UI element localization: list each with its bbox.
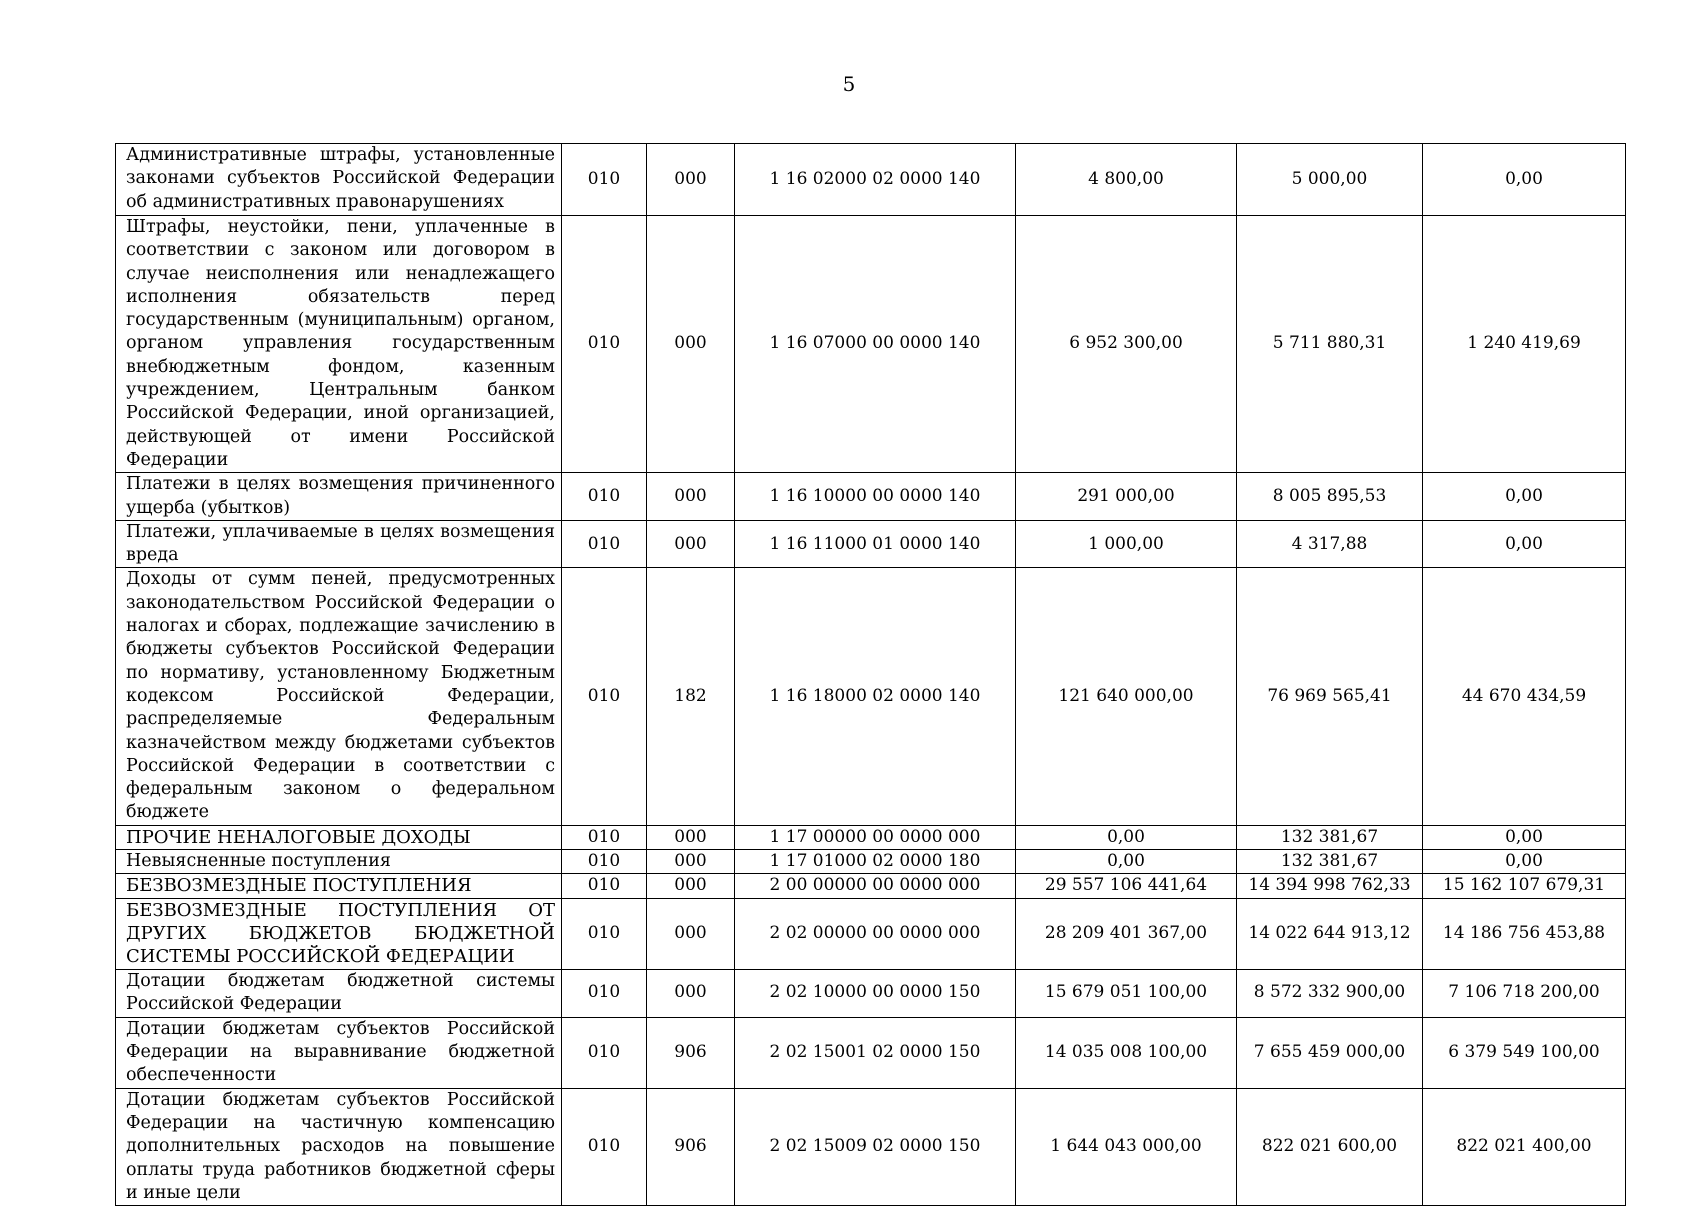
payer-code: 000 (647, 850, 735, 874)
admin-code: 010 (562, 850, 647, 874)
income-name: Платежи в целях возмещения причиненного ущерба (убытков) (116, 473, 562, 521)
actual-amount: 822 021 600,00 (1237, 1088, 1423, 1205)
actual-amount: 5 711 880,31 (1237, 216, 1423, 473)
planned-amount: 29 557 106 441,64 (1016, 874, 1237, 898)
actual-amount: 4 317,88 (1237, 520, 1423, 568)
income-name: БЕЗВОЗМЕЗДНЫЕ ПОСТУПЛЕНИЯ ОТ ДРУГИХ БЮДЖЕТОВ БЮДЖЕТНОЙ СИСТЕМЫ РОССИЙСКОЙ ФЕДЕРАЦИИ (116, 898, 562, 969)
planned-amount: 4 800,00 (1016, 144, 1237, 216)
budget-classification-code: 1 16 07000 00 0000 140 (735, 216, 1016, 473)
budget-classification-code: 1 16 18000 02 0000 140 (735, 568, 1016, 825)
actual-amount: 76 969 565,41 (1237, 568, 1423, 825)
payer-code: 182 (647, 568, 735, 825)
table-row (116, 874, 1626, 898)
remaining-amount: 1 240 419,69 (1423, 216, 1626, 473)
planned-amount: 0,00 (1016, 825, 1237, 849)
admin-code: 010 (562, 473, 647, 521)
remaining-amount: 44 670 434,59 (1423, 568, 1626, 825)
payer-code: 000 (647, 969, 735, 1017)
table-row (116, 568, 1626, 825)
planned-amount: 291 000,00 (1016, 473, 1237, 521)
admin-code: 010 (562, 520, 647, 568)
budget-classification-code: 2 00 00000 00 0000 000 (735, 874, 1016, 898)
table-row (116, 1017, 1626, 1088)
table-row (116, 825, 1626, 849)
remaining-amount: 15 162 107 679,31 (1423, 874, 1626, 898)
admin-code: 010 (562, 825, 647, 849)
planned-amount: 6 952 300,00 (1016, 216, 1237, 473)
payer-code: 000 (647, 874, 735, 898)
actual-amount: 8 005 895,53 (1237, 473, 1423, 521)
actual-amount: 8 572 332 900,00 (1237, 969, 1423, 1017)
actual-amount: 14 022 644 913,12 (1237, 898, 1423, 969)
income-name: Административные штрафы, установленные законами субъектов Российской Федерации об административных правонарушениях (116, 144, 562, 216)
actual-amount: 5 000,00 (1237, 144, 1423, 216)
remaining-amount: 6 379 549 100,00 (1423, 1017, 1626, 1088)
remaining-amount: 0,00 (1423, 473, 1626, 521)
table-row (116, 216, 1626, 473)
admin-code: 010 (562, 969, 647, 1017)
budget-classification-code: 1 16 10000 00 0000 140 (735, 473, 1016, 521)
planned-amount: 0,00 (1016, 850, 1237, 874)
budget-classification-code: 2 02 00000 00 0000 000 (735, 898, 1016, 969)
page-number: 5 (842, 72, 856, 96)
planned-amount: 1 000,00 (1016, 520, 1237, 568)
table-row (116, 898, 1626, 969)
admin-code: 010 (562, 874, 647, 898)
payer-code: 000 (647, 216, 735, 473)
income-name: Дотации бюджетам субъектов Российской Федерации на частичную компенсацию дополнительных расходов на повышение оплаты труда работников бюджетной сферы и иные цели (116, 1088, 562, 1205)
table-row (116, 473, 1626, 521)
actual-amount: 14 394 998 762,33 (1237, 874, 1423, 898)
payer-code: 906 (647, 1088, 735, 1205)
income-name: Доходы от сумм пеней, предусмотренных законодательством Российской Федерации о налогах и сборах, подлежащие зачислению в бюджеты субъектов Российской Федерации по нормативу, установленному Бюджетным кодексом Российской Федерации, распределяемые Федеральным казначейством между бюджетами субъектов Российской Федерации в соответствии с федеральным законом о федеральном бюджете (116, 568, 562, 825)
remaining-amount: 7 106 718 200,00 (1423, 969, 1626, 1017)
income-name: Штрафы, неустойки, пени, уплаченные в соответствии с законом или договором в случае неисполнения или ненадлежащего исполнения обязательств перед государственным (муниципальным) органом, органом управления государственным внебюджетным фондом, казенным учреждением, Центральным банком Российской Федерации, иной организацией, действующей от имени Российской Федерации (116, 216, 562, 473)
income-name: Дотации бюджетам субъектов Российской Федерации на выравнивание бюджетной обеспеченности (116, 1017, 562, 1088)
payer-code: 000 (647, 898, 735, 969)
remaining-amount: 0,00 (1423, 520, 1626, 568)
admin-code: 010 (562, 568, 647, 825)
payer-code: 906 (647, 1017, 735, 1088)
revenue-table (115, 143, 1626, 1206)
income-name: БЕЗВОЗМЕЗДНЫЕ ПОСТУПЛЕНИЯ (116, 874, 562, 898)
table-row (116, 1088, 1626, 1205)
budget-classification-code: 2 02 15001 02 0000 150 (735, 1017, 1016, 1088)
table-row (116, 520, 1626, 568)
admin-code: 010 (562, 1017, 647, 1088)
payer-code: 000 (647, 144, 735, 216)
actual-amount: 132 381,67 (1237, 825, 1423, 849)
budget-classification-code: 1 17 01000 02 0000 180 (735, 850, 1016, 874)
income-name: Платежи, уплачиваемые в целях возмещения вреда (116, 520, 562, 568)
planned-amount: 15 679 051 100,00 (1016, 969, 1237, 1017)
admin-code: 010 (562, 144, 647, 216)
actual-amount: 132 381,67 (1237, 850, 1423, 874)
budget-classification-code: 1 16 11000 01 0000 140 (735, 520, 1016, 568)
remaining-amount: 14 186 756 453,88 (1423, 898, 1626, 969)
payer-code: 000 (647, 520, 735, 568)
planned-amount: 1 644 043 000,00 (1016, 1088, 1237, 1205)
actual-amount: 7 655 459 000,00 (1237, 1017, 1423, 1088)
admin-code: 010 (562, 1088, 647, 1205)
table-row (116, 969, 1626, 1017)
remaining-amount: 0,00 (1423, 850, 1626, 874)
budget-classification-code: 2 02 15009 02 0000 150 (735, 1088, 1016, 1205)
planned-amount: 121 640 000,00 (1016, 568, 1237, 825)
table-row (116, 850, 1626, 874)
payer-code: 000 (647, 825, 735, 849)
planned-amount: 28 209 401 367,00 (1016, 898, 1237, 969)
remaining-amount: 0,00 (1423, 825, 1626, 849)
admin-code: 010 (562, 898, 647, 969)
budget-classification-code: 1 17 00000 00 0000 000 (735, 825, 1016, 849)
budget-classification-code: 2 02 10000 00 0000 150 (735, 969, 1016, 1017)
table-row (116, 144, 1626, 216)
income-name: ПРОЧИЕ НЕНАЛОГОВЫЕ ДОХОДЫ (116, 825, 562, 849)
income-name: Невыясненные поступления (116, 850, 562, 874)
budget-classification-code: 1 16 02000 02 0000 140 (735, 144, 1016, 216)
remaining-amount: 822 021 400,00 (1423, 1088, 1626, 1205)
planned-amount: 14 035 008 100,00 (1016, 1017, 1237, 1088)
remaining-amount: 0,00 (1423, 144, 1626, 216)
admin-code: 010 (562, 216, 647, 473)
payer-code: 000 (647, 473, 735, 521)
income-name: Дотации бюджетам бюджетной системы Российской Федерации (116, 969, 562, 1017)
